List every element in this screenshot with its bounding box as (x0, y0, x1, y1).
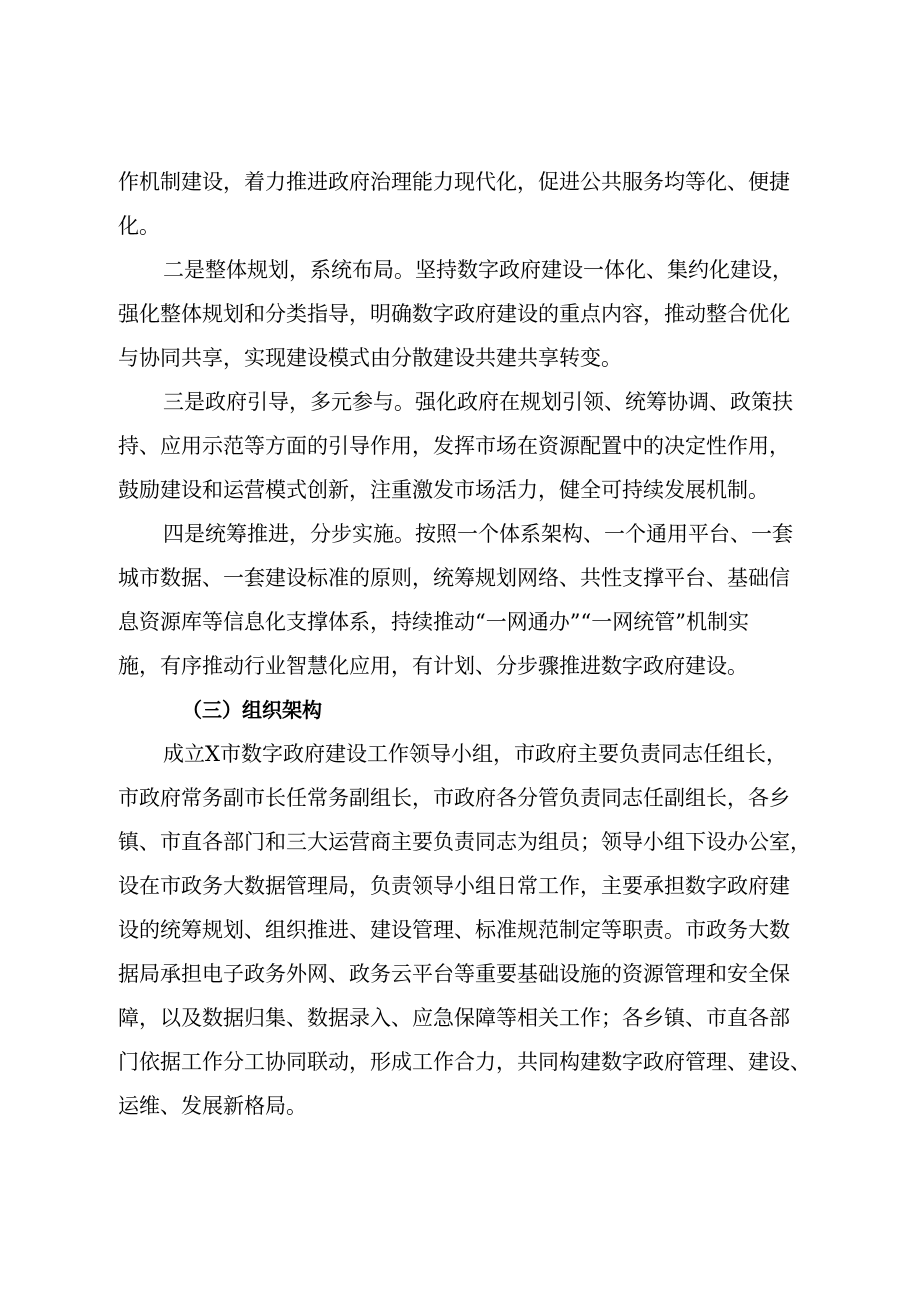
text-line: 持、应用示范等方面的引导作用，发挥市场在资源配置中的决定性作用， (118, 434, 790, 458)
text-line: 镇、市直各部门和三大运营商主要负责同志为组员；领导小组下设办公室， (118, 830, 811, 854)
text-line: 鼓励建设和运营模式创新，注重激发市场活力，健全可持续发展机制。 (118, 478, 769, 502)
text-line: 成立X市数字政府建设工作领导小组，市政府主要负责同志任组长， (163, 742, 787, 766)
text-line: 施，有序推动行业智慧化应用，有计划、分步骤推进数字政府建设。 (118, 654, 748, 678)
text-line: 运维、发展新格局。 (118, 1094, 307, 1118)
text-line: 据局承担电子政务外网、政务云平台等重要基础设施的资源管理和安全保 (118, 962, 790, 986)
text-line: 与协同共享，实现建设模式由分散建设共建共享转变。 (118, 346, 622, 370)
text-line: 作机制建设，着力推进政府治理能力现代化，促进公共服务均等化、便捷 (118, 170, 790, 194)
text-line: 二是整体规划，系统布局。坚持数字政府建设一体化、集约化建设， (163, 258, 793, 282)
text-line: 设的统筹规划、组织推进、建设管理、标准规范制定等职责。市政务大数 (118, 918, 790, 942)
text-line: 三是政府引导，多元参与。强化政府在规划引领、统筹协调、政策扶 (163, 390, 793, 414)
text-line: 城市数据、一套建设标准的原则，统筹规划网络、共性支撑平台、基础信 (118, 566, 790, 590)
text-line: 息资源库等信息化支撑体系，持续推动“一网通办”“一网统管”机制实 (118, 610, 749, 634)
text-line: 四是统筹推进，分步实施。按照一个体系架构、一个通用平台、一套 (163, 522, 793, 546)
section-heading: （三）组织架构 (182, 698, 322, 722)
text-line: 设在市政务大数据管理局，负责领导小组日常工作，主要承担数字政府建 (118, 874, 790, 898)
text-line: 门依据工作分工协同联动，形成工作合力，共同构建数字政府管理、建设、 (118, 1050, 811, 1074)
text-line: 障，以及数据归集、数据录入、应急保障等相关工作；各乡镇、市直各部 (118, 1006, 790, 1030)
text-line: 市政府常务副市长任常务副组长，市政府各分管负责同志任副组长，各乡 (118, 786, 790, 810)
text-line: 强化整体规划和分类指导，明确数字政府建设的重点内容，推动整合优化 (118, 302, 790, 326)
text-line: 化。 (118, 214, 160, 238)
